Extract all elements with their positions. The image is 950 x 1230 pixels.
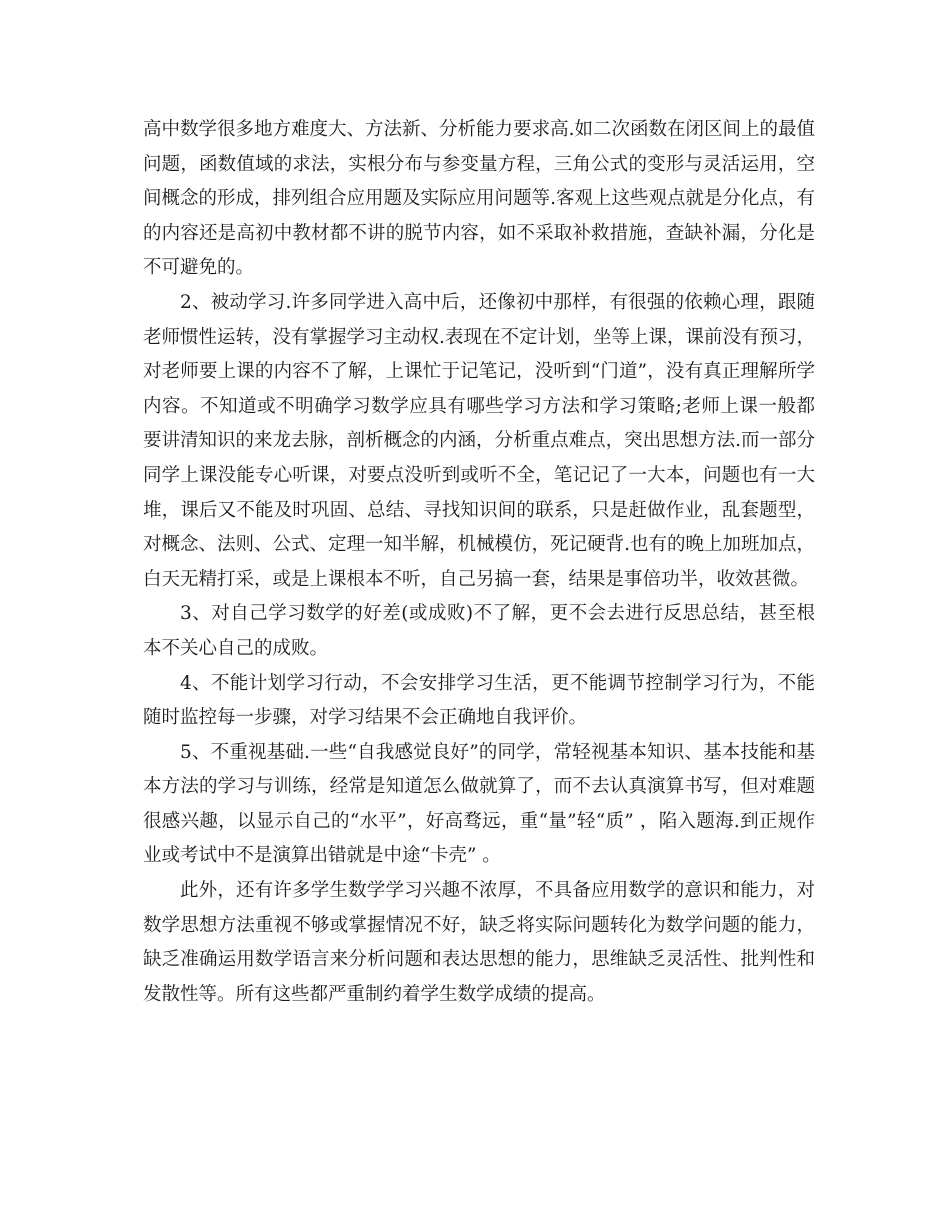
- paragraph-planning: 4、不能计划学习行动，不会安排学习生活，更不能调节控制学习行为，不能随时监控每一步骤，对学习结果不会正确地自我评价。: [143, 672, 815, 729]
- paragraph-continuation: 高中数学很多地方难度大、方法新、分析能力要求高.如二次函数在闭区间上的最值问题，函数值域的求法，实根分布与参变量方程，三角公式的变形与灵活运用，空间概念的形成，排列组合应用题及实际应用问题等.客观上这些观点就是分化点，有的内容还是高初中教材都不讲的脱节内容，如不采取补救措施，查缺补漏，分化是不可避免的。: [143, 119, 815, 279]
- paragraph-passive-learning: 2、被动学习.许多同学进入高中后，还像初中那样，有很强的依赖心理，跟随老师惯性运转，没有掌握学习主动权.表现在不定计划，坐等上课，课前没有预习，对老师要上课的内容不了解，上课忙于记笔记，没听到“门道”，没有真正理解所学内容。不知道或不明确学习数学应具有哪些学习方法和学习策略;老师上课一般都要讲清知识的来龙去脉，剖析概念的内涵，分析重点难点，突出思想方法.而一部分同学上课没能专心听课，对要点没听到或听不全，笔记记了一大本，问题也有一大堆，课后又不能及时巩固、总结、寻找知识间的联系，只是赶做作业，乱套题型，对概念、法则、公式、定理一知半解，机械模仿，死记硬背.也有的晚上加班加点，白天无精打采，或是上课根本不听，自己另搞一套，结果是事倍功半，收效甚微。: [143, 291, 815, 590]
- paragraph-self-reflection: 3、对自己学习数学的好差(或成败)不了解，更不会去进行反思总结，甚至根本不关心自己的成败。: [143, 603, 815, 659]
- document-body: [143, 113, 815, 1012]
- paragraph-basics: 5、不重视基础.一些“自我感觉良好”的同学，常轻视基本知识、基本技能和基本方法的学习与训练，经常是知道怎么做就算了，而不去认真演算书写，但对难题很感兴趣，以显示自己的“水平”，好高骛远，重“量”轻“质” ，陷入题海.到正规作业或考试中不是演算出错就是中途“卡壳” 。: [143, 741, 815, 867]
- paragraph-additional: 此外，还有许多学生数学学习兴趣不浓厚，不具备应用数学的意识和能力，对数学思想方法重视不够或掌握情况不好，缺乏将实际问题转化为数学问题的能力，缺乏准确运用数学语言来分析问题和表达思想的能力，思维缺乏灵活性、批判性和发散性等。所有这些都严重制约着学生数学成绩的提高。: [143, 880, 815, 1005]
